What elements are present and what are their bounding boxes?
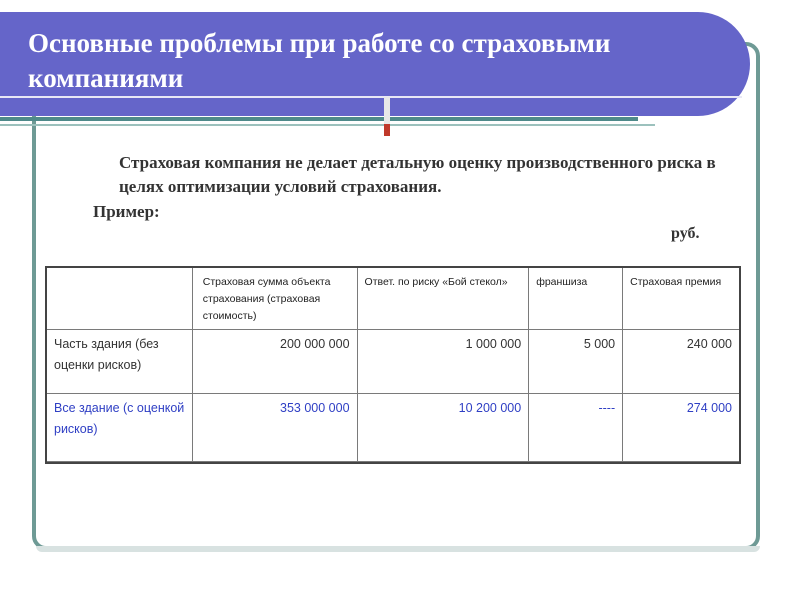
decorative-pin-tip xyxy=(384,124,390,136)
table-cell: 353 000 000 xyxy=(192,394,357,462)
table-border-left xyxy=(45,266,47,464)
example-label: Пример: xyxy=(93,202,160,221)
currency-label: руб. xyxy=(671,225,700,242)
table-border-bottom xyxy=(45,462,741,464)
table-header-cell xyxy=(47,268,193,330)
table-border-top xyxy=(45,266,741,268)
divider-rule-thin xyxy=(0,124,655,126)
table-cell: 240 000 xyxy=(623,330,740,394)
table-row xyxy=(47,394,740,462)
table-row xyxy=(47,330,740,394)
slide-title: Основные проблемы при работе со страховыми компаниями xyxy=(28,28,611,93)
table-header-cell: франшиза xyxy=(529,268,623,330)
bullet-text: Страховая компания не делает детальную оценку производственного риска в целях оптимизации условий страхования. xyxy=(119,153,716,196)
divider-rule xyxy=(0,117,638,121)
row-label: Часть здания (без оценки рисков) xyxy=(47,330,193,394)
table-header-cell: Страховая премия xyxy=(623,268,740,330)
table-cell: 274 000 xyxy=(623,394,740,462)
table-header-cell: Страховая сумма объекта страхования (страховая стоимость) xyxy=(192,268,357,330)
table-header-cell: Ответ. по риску «Бой стекол» xyxy=(357,268,529,330)
table-cell: 200 000 000 xyxy=(192,330,357,394)
table-header-row xyxy=(47,268,740,330)
insurance-table xyxy=(46,267,740,462)
row-label: Все здание (с оценкой рисков) xyxy=(47,394,193,462)
table-cell: ---- xyxy=(529,394,623,462)
table-cell: 10 200 000 xyxy=(357,394,529,462)
table-border-right xyxy=(739,266,741,464)
frame-shadow xyxy=(36,546,760,552)
title-underline xyxy=(0,96,742,98)
bullet-item xyxy=(92,151,752,199)
table-cell: 5 000 xyxy=(529,330,623,394)
table-cell: 1 000 000 xyxy=(357,330,529,394)
